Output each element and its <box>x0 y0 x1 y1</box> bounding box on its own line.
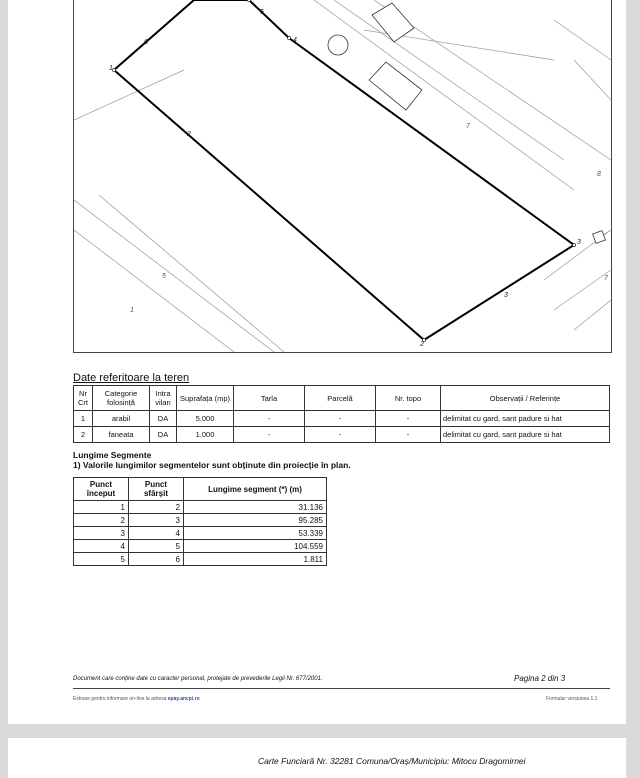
segments-title: Lungime Segmente <box>73 450 152 460</box>
footer-source <box>73 696 200 702</box>
personal-data-note: Document care conține date cu caracter personal, protejate de prevederile Legii Nr. 677/2001. <box>73 676 323 682</box>
footer-divider <box>73 688 610 689</box>
column-header: Nr Crt <box>74 386 93 411</box>
parcel-plan-drawing <box>74 0 611 352</box>
table-row <box>74 527 327 540</box>
column-header: Suprafața (mp) <box>177 386 234 411</box>
page-number: Pagina 2 din 3 <box>514 674 566 683</box>
footer-source-link[interactable]: epay.ancpi.ro <box>167 696 200 702</box>
column-header: Punct sfârșit <box>129 478 184 501</box>
table-cell: delimitat cu gard, sant padure si hat <box>441 411 610 427</box>
column-header: Punct început <box>74 478 129 501</box>
point-label: 4 <box>293 37 297 44</box>
table-cell: 53.339 <box>184 527 327 540</box>
table-cell: DA <box>150 427 177 443</box>
table-cell: 1 <box>74 411 93 427</box>
land-data-table <box>73 385 610 443</box>
column-header: Observații / Referințe <box>441 386 610 411</box>
form-version: Formular versiunea 1.1 <box>546 696 598 702</box>
point-label: 6 <box>144 39 148 46</box>
table-cell: DA <box>150 411 177 427</box>
table-cell: 104.559 <box>184 540 327 553</box>
table-cell: 95.285 <box>184 514 327 527</box>
table-row <box>74 553 327 566</box>
column-header: Tarla <box>234 386 305 411</box>
column-header: Parcelă <box>305 386 376 411</box>
table-cell: 5 <box>129 540 184 553</box>
table-cell: - <box>305 411 376 427</box>
segment-label: 2 <box>187 131 191 138</box>
table-cell: 1 <box>74 501 129 514</box>
table-header-row <box>74 386 610 411</box>
table-row <box>74 514 327 527</box>
neighbor-label: 7 <box>604 275 608 282</box>
document-page <box>8 0 626 724</box>
column-header: Nr. topo <box>376 386 441 411</box>
neighbor-label: 1 <box>130 307 134 314</box>
table-cell: 4 <box>129 527 184 540</box>
table-cell: 31.136 <box>184 501 327 514</box>
point-label: 3 <box>577 239 581 246</box>
next-page-header: Carte Funciară Nr. 32281 Comuna/Oraș/Municipiu: Mitocu Dragomirnei <box>258 756 526 766</box>
point-label: 2 <box>420 341 424 348</box>
table-cell: - <box>234 411 305 427</box>
table-row <box>74 427 610 443</box>
column-header: Categorie folosință <box>93 386 150 411</box>
parcel-plan-map <box>73 0 612 353</box>
table-cell: 2 <box>74 427 93 443</box>
table-cell: - <box>305 427 376 443</box>
segments-table <box>73 477 327 566</box>
table-cell: 1.000 <box>177 427 234 443</box>
table-cell: 5.000 <box>177 411 234 427</box>
table-cell: 3 <box>74 527 129 540</box>
table-header-row <box>74 478 327 501</box>
section-title: Date referitoare la teren <box>73 372 190 384</box>
column-header: Lungime segment (*) (m) <box>184 478 327 501</box>
point-label: 5 <box>260 9 264 16</box>
table-cell: 3 <box>129 514 184 527</box>
footer-source-text: Extrase pentru informare on-line la adresa <box>73 696 167 702</box>
table-row <box>74 411 610 427</box>
table-cell: 5 <box>74 553 129 566</box>
table-cell: - <box>376 427 441 443</box>
table-cell: arabil <box>93 411 150 427</box>
table-cell: 2 <box>129 501 184 514</box>
table-cell: 4 <box>74 540 129 553</box>
table-cell: faneata <box>93 427 150 443</box>
neighbor-label: 7 <box>466 123 470 130</box>
table-cell: 6 <box>129 553 184 566</box>
table-cell: - <box>376 411 441 427</box>
column-header: Intra vilan <box>150 386 177 411</box>
neighbor-label: 5 <box>162 273 166 280</box>
table-row <box>74 540 327 553</box>
table-cell: delimitat cu gard, sant padure si hat <box>441 427 610 443</box>
table-row <box>74 501 327 514</box>
neighbor-label: 8 <box>597 171 601 178</box>
table-cell: - <box>234 427 305 443</box>
table-cell: 2 <box>74 514 129 527</box>
table-cell: 1.811 <box>184 553 327 566</box>
segment-label: 3 <box>504 292 508 299</box>
segments-subtitle: 1) Valorile lungimilor segmentelor sunt obținute din proiecție în plan. <box>73 460 351 470</box>
point-label: 1 <box>109 65 113 72</box>
